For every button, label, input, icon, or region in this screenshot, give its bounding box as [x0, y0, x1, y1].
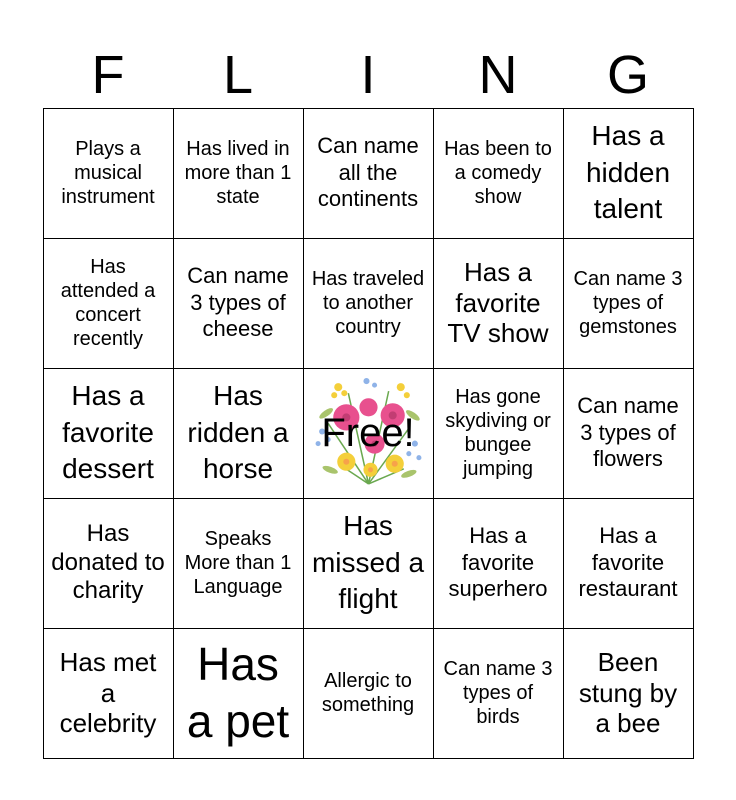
bingo-cell[interactable]: Has a favorite restaurant [563, 498, 694, 629]
bingo-cell[interactable]: Has donated to charity [43, 498, 174, 629]
bingo-cell[interactable]: Has ridden a horse [173, 368, 304, 499]
bingo-cell[interactable]: Can name 3 types of flowers [563, 368, 694, 499]
bingo-cell[interactable]: Has met a celebrity [43, 628, 174, 759]
bingo-cell[interactable]: Can name 3 types of cheese [173, 238, 304, 369]
header-letter-f: F [91, 45, 125, 105]
bingo-card [43, 108, 693, 758]
bingo-cell[interactable]: Has traveled to another country [303, 238, 434, 369]
bingo-cell[interactable]: Speaks More than 1 Language [173, 498, 304, 629]
bingo-cell[interactable]: Has lived in more than 1 state [173, 108, 304, 239]
bingo-cell[interactable]: Has been to a comedy show [433, 108, 564, 239]
bingo-cell[interactable]: Has attended a concert recently [43, 238, 174, 369]
bingo-cell[interactable]: Been stung by a bee [563, 628, 694, 759]
bingo-cell[interactable]: Can name all the continents [303, 108, 434, 239]
bingo-cell[interactable]: Allergic to something [303, 628, 434, 759]
bingo-cell[interactable]: Plays a musical instrument [43, 108, 174, 239]
free-space-cell[interactable] [303, 368, 434, 499]
bingo-cell[interactable]: Has a pet [173, 628, 304, 759]
header-letter-g: G [606, 45, 649, 105]
bingo-cell[interactable]: Has missed a flight [303, 498, 434, 629]
header-letter-l: L [222, 45, 254, 105]
bingo-cell[interactable]: Can name 3 types of gemstones [563, 238, 694, 369]
header-letter-n: N [478, 45, 518, 105]
bingo-cell[interactable]: Has a favorite dessert [43, 368, 174, 499]
bingo-cell[interactable]: Has a hidden talent [563, 108, 694, 239]
bingo-cell[interactable]: Has a favorite superhero [433, 498, 564, 629]
bingo-cell[interactable]: Has gone skydiving or bungee jumping [433, 368, 564, 499]
free-space-label: Free! [321, 411, 415, 455]
bingo-header [43, 44, 693, 106]
bingo-cell[interactable]: Has a favorite TV show [433, 238, 564, 369]
header-letter-i: I [360, 45, 376, 105]
bingo-cell[interactable]: Can name 3 types of birds [433, 628, 564, 759]
